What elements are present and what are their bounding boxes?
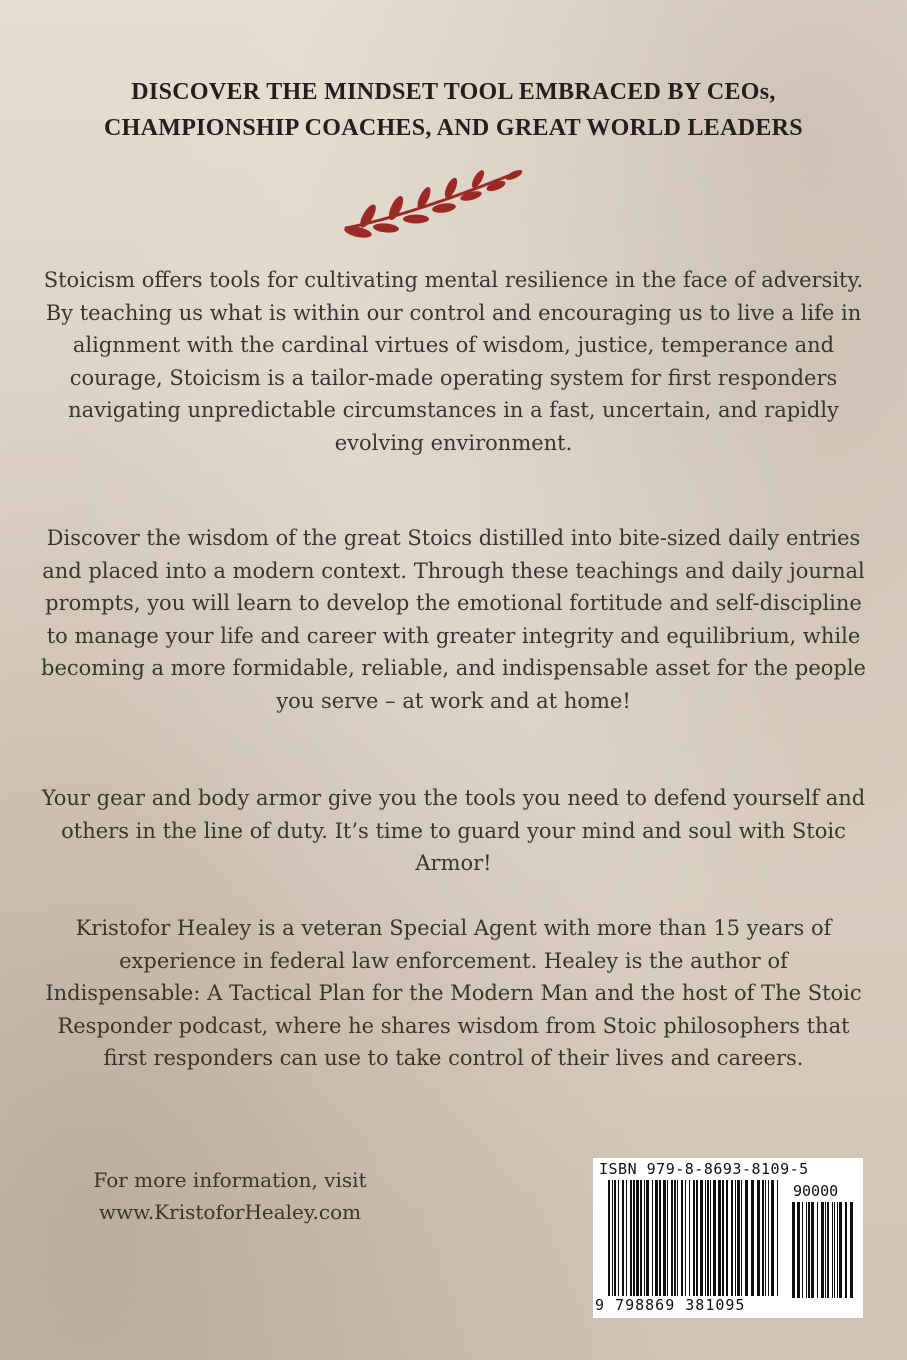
website-link[interactable]: www.KristoforHealey.com <box>98 1200 362 1224</box>
addon-barcode-bars-icon <box>791 1202 855 1298</box>
headline-line-1: DISCOVER THE MINDSET TOOL EMBRACED BY CEOs, <box>131 79 776 105</box>
laurel-branch-icon <box>338 170 528 240</box>
author-bio-paragraph: Kristofor Healey is a veteran Special Agent with more than 15 years of experience in federal law enforcement. Healey is the author of Indispensable: A Tactical Plan for the Modern Man and the host of The Stoic Responder podcast, where he shares wisdom from Stoic philosophers that first responders can use to take control of their lives and careers. <box>45 916 862 1070</box>
more-info <box>50 1164 410 1228</box>
description-paragraph-2: Discover the wisdom of the great Stoics distilled into bite-sized daily entries and placed into a modern context. Through these teachings and daily journal prompts, you will learn to develop the emotional fortitude and self-discipline to manage your life and career with greater integrity and equilibrium, while becoming a more formidable, reliable, and indispensable asset for the people you serve – at work and at home! <box>41 526 866 713</box>
barcode-digits: 9 798869 381095 <box>595 1296 746 1314</box>
more-info-label: For more information, visit <box>93 1168 367 1192</box>
price-code: 90000 <box>793 1182 839 1200</box>
headline <box>40 74 867 146</box>
headline-line-2: CHAMPIONSHIP COACHES, AND GREAT WORLD LEADERS <box>104 115 803 141</box>
description-paragraph-1: Stoicism offers tools for cultivating mental resilience in the face of adversity. By teaching us what is within our control and encouraging us to live a life in alignment with the cardinal virtues of wisdom, justice, temperance and courage, Stoicism is a tailor-made operating system for first responders navigating unpredictable circumstances in a fast, uncertain, and rapidly evolving environment. <box>43 268 864 455</box>
barcode-bars-icon <box>607 1180 783 1296</box>
isbn-barcode <box>593 1158 863 1318</box>
isbn-number: ISBN 979-8-8693-8109-5 <box>599 1160 809 1178</box>
description-paragraph-3: Your gear and body armor give you the tools you need to defend yourself and others in the line of duty. It’s time to guard your mind and soul with Stoic Armor! <box>41 786 866 875</box>
